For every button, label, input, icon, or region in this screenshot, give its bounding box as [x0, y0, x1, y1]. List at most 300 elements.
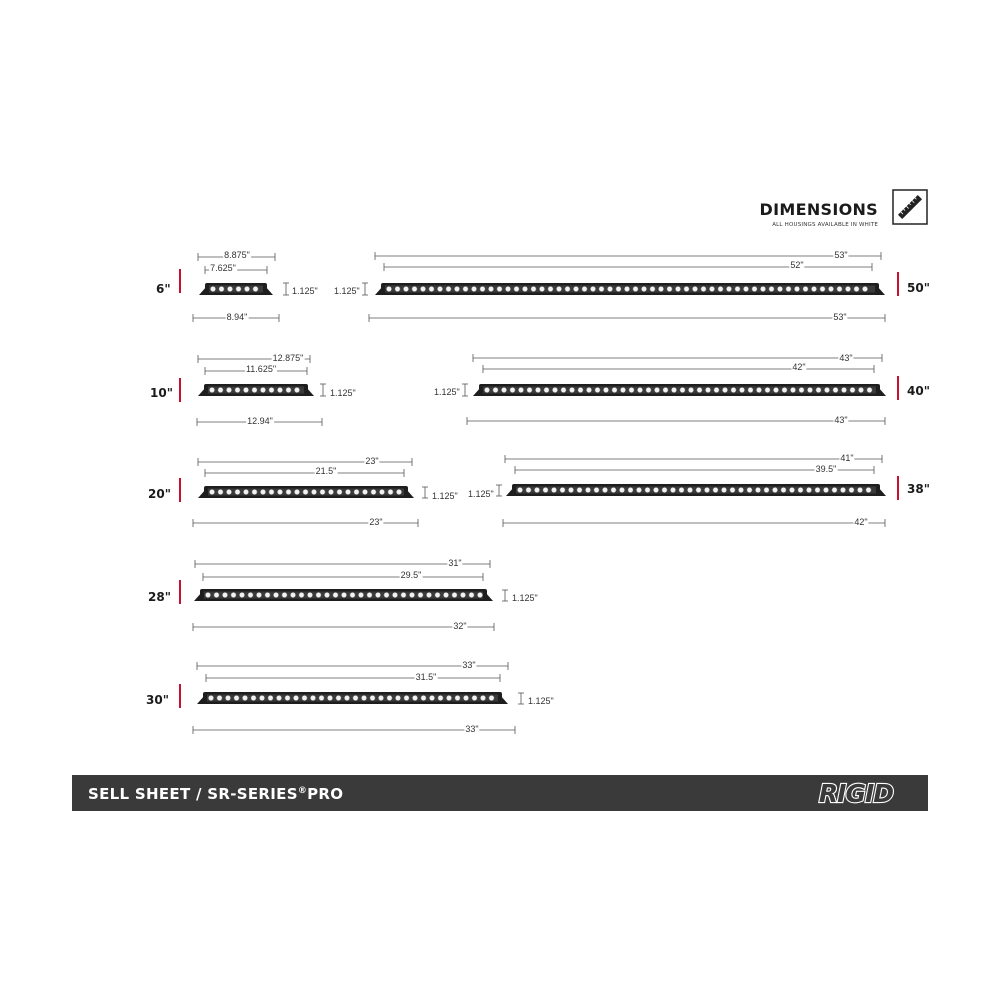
led [307, 592, 312, 597]
led [663, 387, 668, 392]
led [696, 487, 701, 492]
led [209, 387, 214, 392]
led [231, 592, 236, 597]
led [611, 487, 616, 492]
dim-height: 1.125" [334, 286, 360, 296]
led [624, 286, 629, 291]
dim-inner: 52" [790, 260, 804, 270]
led [469, 592, 474, 597]
led [488, 286, 493, 291]
led [697, 387, 702, 392]
led [412, 695, 417, 700]
led [704, 487, 709, 492]
led [463, 286, 468, 291]
led [709, 286, 714, 291]
led [568, 487, 573, 492]
led [452, 592, 457, 597]
led [569, 387, 574, 392]
led [662, 487, 667, 492]
led [781, 487, 786, 492]
led [551, 487, 556, 492]
led [840, 487, 845, 492]
led [602, 487, 607, 492]
dim-overall-top: 41" [840, 453, 854, 463]
led [526, 487, 531, 492]
led [670, 487, 675, 492]
led [531, 286, 536, 291]
led [269, 387, 274, 392]
led [692, 286, 697, 291]
size-label-28: 28" [148, 590, 171, 604]
led [841, 387, 846, 392]
led [612, 387, 617, 392]
led [799, 387, 804, 392]
led [671, 387, 676, 392]
led [858, 387, 863, 392]
led [367, 592, 372, 597]
led [438, 695, 443, 700]
led [480, 695, 485, 700]
led [375, 592, 380, 597]
dim-overall-bottom: 42" [854, 517, 868, 527]
led [590, 286, 595, 291]
led [772, 487, 777, 492]
led [752, 286, 757, 291]
size-marker [179, 378, 181, 402]
led [560, 487, 565, 492]
size-marker [179, 269, 181, 293]
led [820, 286, 825, 291]
led [735, 286, 740, 291]
led [286, 489, 291, 494]
led [341, 592, 346, 597]
led [299, 592, 304, 597]
led [603, 387, 608, 392]
led [586, 387, 591, 392]
led [777, 286, 782, 291]
led [522, 286, 527, 291]
led [276, 695, 281, 700]
led [218, 387, 223, 392]
led [824, 387, 829, 392]
registered-mark: ® [297, 786, 308, 796]
led [594, 487, 599, 492]
led [866, 487, 871, 492]
led [828, 286, 833, 291]
led [747, 487, 752, 492]
led [319, 695, 324, 700]
led [282, 592, 287, 597]
led [396, 489, 401, 494]
led [607, 286, 612, 291]
ruler-icon [892, 189, 928, 225]
led [227, 286, 232, 291]
led [573, 286, 578, 291]
size-label-10: 10" [150, 386, 173, 400]
led [320, 489, 325, 494]
led [556, 286, 561, 291]
led [748, 387, 753, 392]
led [633, 286, 638, 291]
led [857, 487, 862, 492]
led [641, 286, 646, 291]
led [807, 387, 812, 392]
led [616, 286, 621, 291]
led [378, 695, 383, 700]
dim-overall-bottom: 12.94" [247, 416, 273, 426]
led [518, 387, 523, 392]
size-label-20: 20" [148, 487, 171, 501]
led [595, 387, 600, 392]
led [358, 592, 363, 597]
led [722, 387, 727, 392]
led [493, 387, 498, 392]
led [268, 695, 273, 700]
size-marker [179, 478, 181, 502]
dim-height: 1.125" [528, 696, 554, 706]
led [277, 387, 282, 392]
led [386, 286, 391, 291]
led [548, 286, 553, 291]
led [472, 695, 477, 700]
led [226, 387, 231, 392]
led [294, 387, 299, 392]
led [384, 592, 389, 597]
led [252, 489, 257, 494]
led [726, 286, 731, 291]
led [577, 487, 582, 492]
dim-inner: 7.625" [210, 263, 236, 273]
led [265, 592, 270, 597]
dim-height: 1.125" [292, 286, 318, 296]
led [234, 695, 239, 700]
led [311, 489, 316, 494]
led [845, 286, 850, 291]
led [302, 695, 307, 700]
led [235, 489, 240, 494]
size-marker [897, 272, 899, 296]
led [225, 695, 230, 700]
size-label-50: 50" [907, 281, 930, 295]
led [446, 695, 451, 700]
led [650, 286, 655, 291]
led [713, 487, 718, 492]
dim-height: 1.125" [432, 491, 458, 501]
led [620, 387, 625, 392]
led [867, 387, 872, 392]
footer-title-text: SELL SHEET / SR-SERIES [88, 785, 298, 803]
led [815, 487, 820, 492]
led [420, 286, 425, 291]
led [731, 387, 736, 392]
led [205, 592, 210, 597]
led [798, 487, 803, 492]
led [303, 489, 308, 494]
led [654, 387, 659, 392]
led [850, 387, 855, 392]
led [316, 592, 321, 597]
led [658, 286, 663, 291]
size-marker [179, 580, 181, 604]
led [294, 489, 299, 494]
led [286, 387, 291, 392]
led [773, 387, 778, 392]
led [344, 695, 349, 700]
led [756, 387, 761, 392]
led [210, 286, 215, 291]
led [684, 286, 689, 291]
led [328, 489, 333, 494]
led [816, 387, 821, 392]
led [471, 286, 476, 291]
led [675, 286, 680, 291]
led [256, 592, 261, 597]
led [387, 695, 392, 700]
led [599, 286, 604, 291]
dim-overall-top: 33" [462, 660, 476, 670]
led [480, 286, 485, 291]
led [226, 489, 231, 494]
dimensions-subtitle: ALL HOUSINGS AVAILABLE IN WHITE [772, 222, 878, 228]
led [738, 487, 743, 492]
led [811, 286, 816, 291]
led [667, 286, 672, 291]
led [285, 695, 290, 700]
led [209, 489, 214, 494]
led [510, 387, 515, 392]
led [765, 387, 770, 392]
led [561, 387, 566, 392]
led [412, 286, 417, 291]
led [354, 489, 359, 494]
led [680, 387, 685, 392]
led [388, 489, 393, 494]
size-marker [897, 376, 899, 400]
led [645, 487, 650, 492]
dim-height: 1.125" [330, 388, 356, 398]
led [218, 489, 223, 494]
led [636, 487, 641, 492]
led [806, 487, 811, 492]
led [337, 489, 342, 494]
led [362, 489, 367, 494]
led [248, 592, 253, 597]
led [862, 286, 867, 291]
led [353, 695, 358, 700]
footer-title-suffix: PRO [307, 785, 344, 803]
led [446, 286, 451, 291]
led [401, 592, 406, 597]
led [679, 487, 684, 492]
led [637, 387, 642, 392]
led [619, 487, 624, 492]
led [646, 387, 651, 392]
led [437, 286, 442, 291]
led [421, 695, 426, 700]
led [539, 286, 544, 291]
led [293, 695, 298, 700]
led [543, 487, 548, 492]
led [219, 286, 224, 291]
led [269, 489, 274, 494]
led [854, 286, 859, 291]
dim-inner: 31.5" [415, 672, 437, 682]
led [789, 487, 794, 492]
led [730, 487, 735, 492]
led [404, 695, 409, 700]
led [214, 592, 219, 597]
size-label-30: 30" [146, 693, 169, 707]
led [535, 387, 540, 392]
led [236, 286, 241, 291]
led [403, 286, 408, 291]
led [565, 286, 570, 291]
dimensions-title: DIMENSIONS [759, 200, 878, 219]
led [260, 489, 265, 494]
led [251, 695, 256, 700]
led [395, 286, 400, 291]
led [379, 489, 384, 494]
led [782, 387, 787, 392]
led [259, 695, 264, 700]
led [823, 487, 828, 492]
led [721, 487, 726, 492]
led [426, 592, 431, 597]
dim-inner: 42" [792, 362, 806, 372]
led [501, 387, 506, 392]
dim-height: 1.125" [434, 387, 460, 397]
led [803, 286, 808, 291]
led [760, 286, 765, 291]
led [460, 592, 465, 597]
led [277, 489, 282, 494]
dim-inner: 11.625" [245, 364, 277, 374]
led [477, 592, 482, 597]
led [714, 387, 719, 392]
led [244, 286, 249, 291]
dim-overall-bottom: 53" [833, 312, 847, 322]
led [755, 487, 760, 492]
dim-overall-top: 23" [365, 456, 379, 466]
led [833, 387, 838, 392]
dim-overall-bottom: 43" [834, 415, 848, 425]
size-marker [897, 476, 899, 500]
dim-overall-bottom: 23" [369, 517, 383, 527]
led [582, 286, 587, 291]
led [687, 487, 692, 492]
dim-overall-top: 8.875" [224, 250, 250, 260]
led [849, 487, 854, 492]
dim-overall-top: 12.875" [272, 353, 304, 363]
led [514, 286, 519, 291]
footer-title [88, 785, 343, 803]
led [534, 487, 539, 492]
led [208, 695, 213, 700]
led [497, 286, 502, 291]
dim-height: 1.125" [512, 593, 538, 603]
dim-overall-bottom: 32" [453, 621, 467, 631]
led [544, 387, 549, 392]
led [653, 487, 658, 492]
led [243, 387, 248, 392]
led [786, 286, 791, 291]
led [764, 487, 769, 492]
led [260, 387, 265, 392]
rigid-logo-text: RIGID [818, 779, 894, 807]
led [239, 592, 244, 597]
led [370, 695, 375, 700]
led [350, 592, 355, 597]
led [743, 286, 748, 291]
led [527, 387, 532, 392]
led [790, 387, 795, 392]
size-label-6: 6" [156, 282, 171, 296]
led [463, 695, 468, 700]
led [578, 387, 583, 392]
led [832, 487, 837, 492]
dim-overall-top: 53" [834, 250, 848, 260]
led [505, 286, 510, 291]
led [273, 592, 278, 597]
dim-inner: 21.5" [315, 466, 337, 476]
dim-overall-bottom: 33" [465, 724, 479, 734]
led [455, 695, 460, 700]
led [454, 286, 459, 291]
led [688, 387, 693, 392]
dim-inner: 39.5" [815, 464, 837, 474]
led [243, 489, 248, 494]
led [484, 387, 489, 392]
dim-overall-bottom: 8.94" [226, 312, 248, 322]
dim-overall-top: 31" [448, 558, 462, 568]
led [392, 592, 397, 597]
led [409, 592, 414, 597]
led [310, 695, 315, 700]
led [333, 592, 338, 597]
led [718, 286, 723, 291]
dim-inner: 29.5" [400, 570, 422, 580]
led [517, 487, 522, 492]
led [324, 592, 329, 597]
led [794, 286, 799, 291]
led [628, 487, 633, 492]
led [336, 695, 341, 700]
rigid-logo [793, 779, 919, 807]
led [371, 489, 376, 494]
led [429, 695, 434, 700]
led [585, 487, 590, 492]
led [395, 695, 400, 700]
light-bar-lens [207, 695, 498, 702]
led [837, 286, 842, 291]
size-label-40: 40" [907, 384, 930, 398]
led [435, 592, 440, 597]
led [552, 387, 557, 392]
size-marker [179, 684, 181, 708]
led [705, 387, 710, 392]
size-label-38: 38" [907, 482, 930, 496]
led [242, 695, 247, 700]
led [443, 592, 448, 597]
led [345, 489, 350, 494]
led [253, 286, 258, 291]
led [222, 592, 227, 597]
led [327, 695, 332, 700]
dim-height: 1.125" [468, 489, 494, 499]
led [769, 286, 774, 291]
led [418, 592, 423, 597]
led [629, 387, 634, 392]
